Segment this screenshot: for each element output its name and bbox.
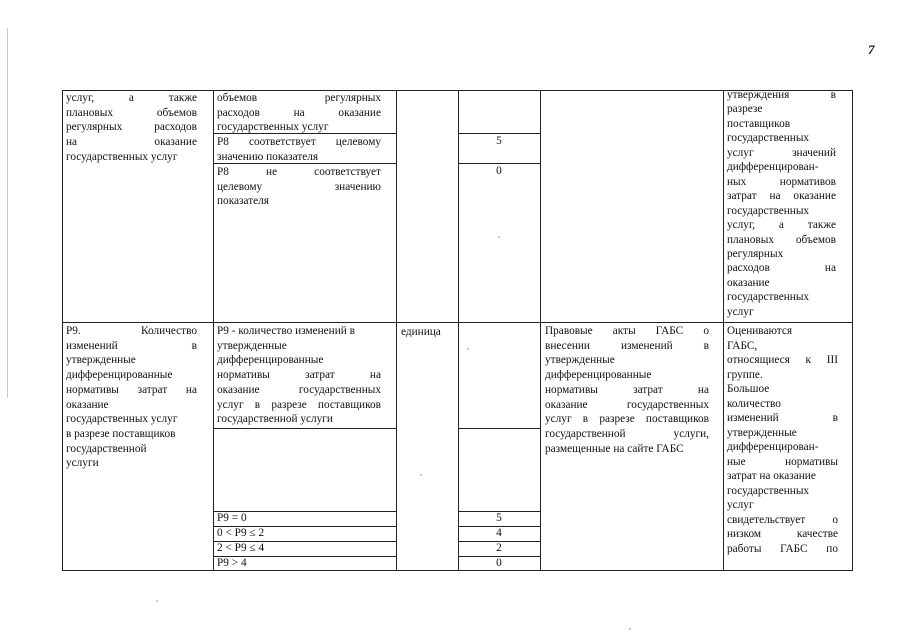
text-line: государственной услуги, — [545, 427, 709, 440]
option-not-met-score: 0 — [496, 165, 502, 177]
condition-label: 2 < P9 ≤ 4 — [217, 542, 265, 554]
text-line: услуги — [66, 457, 99, 470]
text-line: оказание — [66, 398, 109, 411]
scan-speck — [420, 474, 422, 476]
condition-score: 4 — [496, 527, 502, 539]
text-line: утвержденные — [217, 339, 287, 352]
scan-speck — [629, 628, 631, 630]
text-line: государственных услуг — [217, 121, 329, 134]
text-line: регулярных расходов — [66, 121, 197, 134]
text-line: государственных — [727, 291, 810, 304]
text-line: Правовые акты ГАБС о — [545, 325, 709, 337]
text-line: относящиеся к III — [727, 354, 838, 366]
text-line: расходов на — [727, 262, 836, 275]
text-line: услуг — [727, 305, 754, 318]
comment-cell-p9 — [727, 324, 838, 556]
text-line: оказание государственных — [217, 383, 381, 396]
text-line: объемов регулярных — [217, 92, 381, 104]
comment-cell-continued — [727, 88, 836, 319]
text-line: расходов на оказание — [217, 106, 381, 119]
condition-label: P9 > 4 — [217, 557, 247, 569]
criterion-cell-continued — [66, 91, 197, 165]
text-line: низком качестве — [727, 528, 838, 540]
text-line: свидетельствует о — [727, 513, 838, 526]
text-line: государственных услуг — [66, 413, 178, 426]
text-line: Большое — [727, 383, 770, 395]
table-border-left — [62, 90, 63, 571]
text-line: поставщиков — [727, 117, 791, 130]
text-line: дифференцирован- — [727, 161, 819, 174]
text-line: услуг — [727, 499, 754, 511]
unit-cell: единица — [401, 326, 441, 338]
text-line: ных нормативов — [727, 175, 836, 188]
text-line: затрат на оказание — [727, 190, 836, 203]
text-line: дифференцированные — [217, 354, 324, 367]
text-line: услуг, а также — [727, 219, 836, 232]
source-cell-p9 — [545, 324, 709, 456]
text-line: государственных — [727, 132, 810, 145]
text-line: P9. Количество — [66, 325, 197, 337]
column-divider — [213, 90, 214, 571]
text-line: утвержденные — [66, 354, 136, 367]
text-line: изменений в — [66, 339, 197, 352]
scan-speck — [156, 600, 158, 602]
text-line: ГАБС, — [727, 339, 758, 352]
text-line: государственных — [727, 204, 810, 217]
text-line: группе. — [727, 368, 763, 381]
subrow-line — [459, 428, 540, 429]
column-divider — [396, 90, 397, 571]
text-line: оказание — [727, 276, 770, 289]
text-line: затрат на оказание — [727, 470, 816, 482]
condition-score: 2 — [496, 542, 502, 554]
text-line: утвержденные — [727, 426, 797, 439]
option-met-cell — [217, 135, 381, 164]
condition-label: 0 < P9 ≤ 2 — [217, 527, 265, 539]
text-line: государственной — [66, 442, 147, 455]
text-line: показателя — [217, 195, 269, 208]
text-line: целевому значению — [217, 180, 381, 193]
text-line: нормативы затрат на — [545, 383, 709, 396]
text-line: в разрезе поставщиков — [66, 427, 176, 440]
column-divider — [540, 90, 541, 571]
text-line: плановых объемов — [727, 233, 836, 246]
text-line: утверждения в — [727, 89, 836, 101]
text-line: работы ГАБС по — [727, 542, 838, 555]
text-line: регулярных — [727, 247, 784, 260]
text-line: услуг в разрезе поставщиков — [545, 413, 709, 426]
text-line: государственной услуги — [217, 413, 333, 426]
text-line: государственных — [727, 484, 810, 497]
column-divider — [723, 90, 724, 571]
text-line: услуг значений — [727, 146, 836, 159]
text-line: изменений в — [727, 412, 838, 424]
text-line: государственных услуг — [66, 150, 178, 163]
criterion-cell-p9 — [66, 324, 197, 471]
text-line: плановых объемов — [66, 106, 197, 119]
page-number: 7 — [868, 42, 875, 57]
text-line: услуг в разрезе поставщиков — [217, 398, 381, 411]
table-border-right — [852, 90, 853, 571]
text-line: P9 - количество изменений в — [217, 325, 355, 337]
text-line: дифференцирован- — [727, 441, 819, 453]
text-line: услуг, а также — [66, 92, 197, 104]
text-line: ные нормативы — [727, 455, 838, 468]
scan-speck — [467, 348, 469, 350]
formula-cell-p9 — [217, 324, 381, 427]
text-line: оказание государственных — [545, 398, 709, 411]
text-line: количество — [727, 397, 781, 410]
text-line: P8 не соответствует — [217, 166, 381, 178]
text-line: Оцениваются — [727, 325, 793, 337]
text-line: дифференцированные — [66, 369, 173, 382]
text-line: размещенные на сайте ГАБС — [545, 442, 684, 455]
column-divider — [458, 90, 459, 571]
subrow-line — [214, 428, 396, 429]
text-line: P8 соответствует целевому — [217, 136, 381, 148]
scan-speck — [498, 236, 500, 238]
text-line: дифференцированные — [545, 369, 652, 382]
formula-cell-continued — [217, 91, 381, 135]
option-met-score: 5 — [496, 135, 502, 147]
text-line: значению показателя — [217, 150, 319, 163]
text-line: на оказание — [66, 136, 197, 149]
scan-edge-mark — [7, 28, 8, 398]
condition-score: 5 — [496, 512, 502, 524]
text-line: нормативы затрат на — [217, 369, 381, 382]
option-not-met-cell — [217, 165, 381, 209]
text-line: разрезе — [727, 103, 763, 116]
text-line: внесении изменений в — [545, 339, 709, 352]
condition-score: 0 — [496, 557, 502, 569]
condition-label: P9 = 0 — [217, 512, 247, 524]
text-line: нормативы затрат на — [66, 383, 197, 396]
text-line: утвержденные — [545, 354, 615, 367]
